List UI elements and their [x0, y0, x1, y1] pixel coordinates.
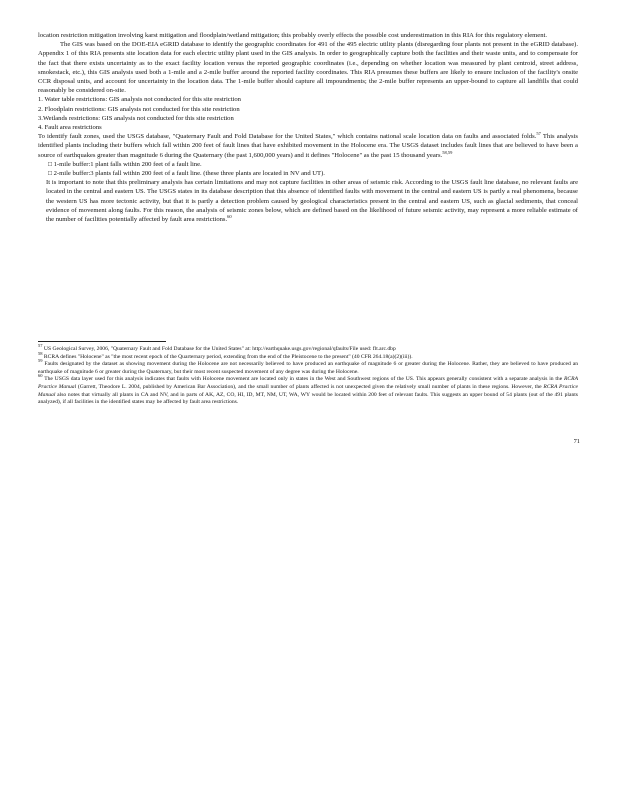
footnote-text: US Geological Survey, 2006, "Quaternary Fault and Fold Database for the United States" at: http://earthquake.usgs.gov/regional/qfaults/File used: flt.arc.dbp — [43, 346, 396, 352]
limitations-paragraph — [38, 178, 578, 224]
footnote-ref-57[interactable]: 57 — [536, 131, 541, 137]
page-number: 71 — [573, 438, 580, 445]
bullet-1-mile-buffer: □ 1-mile buffer:1 plant falls within 200 feet of a fault line. — [48, 160, 202, 168]
publication-title: RCRA Practice Manual — [38, 376, 578, 390]
publication-title: RCRA Practice Manual — [38, 383, 579, 398]
list-item-floodplain: 2. Floodplain restrictions: GIS analysis not conducted for this site restriction — [38, 105, 240, 113]
footnote-number: 57 — [38, 343, 43, 348]
footnote-text: RCRA defines "Holocene" as "the most recent epoch of the Quarternary period, extending from the end of the Pleistocene to the present" (40 CFR 264.18(a)(2)(iii)). — [43, 353, 413, 360]
list-item-wetlands: 3.Wetlands restrictions: GIS analysis not conducted for this site restriction — [38, 114, 234, 122]
list-item-fault-area: 4. Fault area restrictions — [38, 124, 102, 132]
footnote-57 — [38, 343, 578, 354]
body-text — [38, 31, 578, 224]
footnote-number: 60 — [38, 373, 43, 379]
footnote-ref-60[interactable]: 60 — [227, 214, 232, 220]
limitations-paragraph-text: It is important to note that this preliminary analysis has certain limitations and may not capture facilities in other areas of seismic risk. According to the USGS fault line database, no relevant faults are located in the central and eastern US. The USGS states in its database description that this absence of identified faults with movement in the central and eastern US is partly a real phenomena, because the western US has more tectonic activity, but that it is partly a detection problem caused by geological characteristics present in the central and eastern US, such as glacial sediments, that conceal evidence of movement along faults. For this reason, the analysis of seismic zones below, which are defined based on the likelihood of future seismic activity, may represent a more reliable estimate of the number of facilities potentially affected by fault area restrictions. — [46, 179, 578, 224]
footnote-number: 59 — [38, 358, 43, 364]
fault-paragraph-text-b: This analysis identified plants including their buffers which fall within 200 feet of fault lines that have exhibited movement in the Holocene era. The USGS dataset includes fault lines that are believed to have been a source of earthquakes greater than magnitude 6 during the Quaternary (the past 1,600,000 years) and it defines "Holocene" as the past 15 thousand years. — [38, 133, 578, 159]
footnote-number: 58 — [38, 350, 43, 356]
footnote-text: also notes that virtually all plants in CA and NV, and in parts of AK, AZ, CO, HI, ID, MT, NM, UT, WA, WY would be located within 200 feet of relevant faults. This suggests an upper bound of 54 plants (out of the 491 plants analyzed), if all facilities in the identified states may be affected by fault area restrictions. — [38, 391, 578, 406]
intro-paragraph: location restriction mitigation involving karst mitigation and floodplain/wetland mitigation; this probably overly effects the possible cost underestimation in this RIA for this regulatory element. — [38, 32, 547, 39]
fault-paragraph-text: To identify fault zones, used the USGS database, "Quaternary Fault and Fold Database for the United States," which contains national scale location data on faults and associated folds. — [38, 133, 537, 141]
footnote-text: Faults designated by the dataset as showing movement during the Holocene are not necessarily believed to have produced an earthquake of magnitude 6 or greater during the Holocene. Rather, they are believed to have produced an earthquake of magnitude 6 or greater during the Quaternary, but their most recent suspected movement of any degree was during the Holocene. — [38, 361, 578, 375]
bullet-2-mile-buffer: □ 2-mile buffer:3 plants fall within 200 feet of a fault line. (these three plants are located in NV and UT). — [48, 170, 325, 178]
footnote-59 — [38, 358, 578, 379]
footnote-60 — [38, 373, 579, 406]
list-item-water-table: 1. Water table restrictions: GIS analysis not conducted for this site restriction — [38, 96, 241, 104]
footnote-separator — [38, 341, 166, 342]
footnote-ref-58-59[interactable]: 58,59 — [442, 149, 453, 155]
footnote-text: (Garrett, Theodore L. 2004, published by American Bar Association), and the small number of plants affected is not unexpected given the relatively small number of plants in these regions. However, the — [77, 383, 542, 390]
fault-paragraph — [38, 132, 578, 160]
footnotes — [38, 343, 579, 407]
footnote-text: The USGS data layer used for this analysis indicates that faults with Holocene movement are located only in states in the West and Southwest regions of the US. This appears generally consistent with a separate analysis in the — [44, 376, 563, 383]
gis-paragraph: The GIS was based on the DOE-EIA eGRID database to identify the geographic coordinates for 491 of the 495 electric utility plants (disregarding four plants not present in the eGRID database). Appendix 1 of this RIA presents site location data for each electric utility plant used in the GIS analysis. In order to geographically capture both the facilities and their waste units, and to compensate for the fact that there exists uncertainty as to the exact facility location versus the reported geographic coordinates (i.e., depending on whether location was measured by plant centroid, street address, smokestack, etc.), this GIS analysis used both a 1-mile and a 2-mile buffer around the reported facility coordinates. This RIA presumes these buffers are likely to ensure inclusion of the facility's onsite CCR disposal units, and account for uncertainty in the location data. The 1-mile buffer should capture all impoundments; the 2-mile buffer represents an upper-bound to capture all landfills that could reasonably be considered on-site. — [38, 41, 578, 95]
